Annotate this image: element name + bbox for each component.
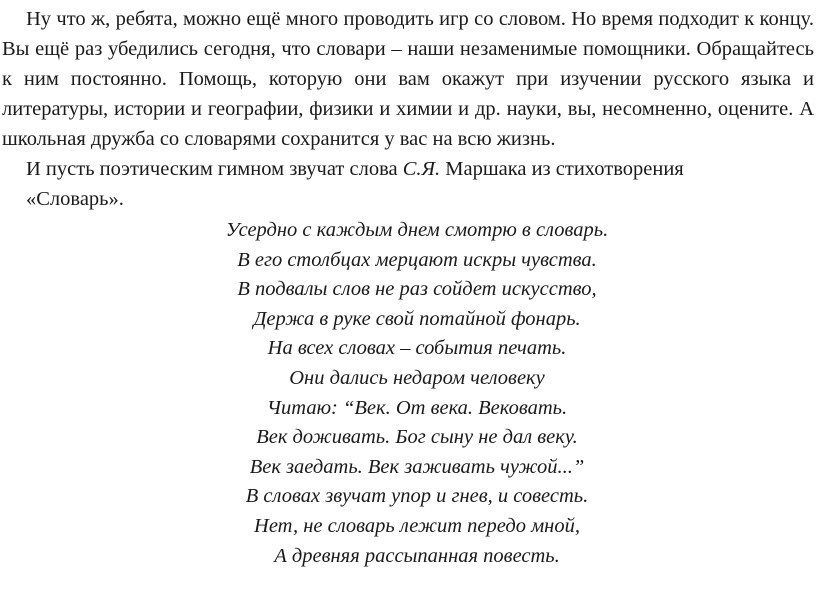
- poem-line: Держа в руке свой потайной фонарь.: [253, 307, 581, 330]
- poem-line: Век заедать. Век заживать чужой...”: [249, 455, 585, 478]
- poem: [2, 216, 814, 571]
- poem-line: В словах звучат упор и гнев, и совесть.: [245, 485, 589, 508]
- quote-intro-text: И пусть поэтическим гимном звучат слова: [26, 158, 403, 180]
- quote-intro-paragraph: [2, 154, 814, 214]
- intro-paragraph: Ну что ж, ребята, можно ещё много проводить игр со словом. Но время подходит к концу. Вы ещё раз убедились сегодня, что словари – наши незаменимые помощники. Обращайтесь к ним постоянно. Помощь, которую они вам окажут при изучении русского языка и литературы, истории и географии, физики и химии и др. науки, вы, несомненно, оцените. А школьная дружба со словарями сохранится у вас на всю жизнь.: [2, 8, 814, 150]
- poem-line: Усердно с каждым днем смотрю в словарь.: [225, 219, 609, 241]
- author-initials: С.Я.: [402, 158, 441, 180]
- poem-line: Нет, не словарь лежит передо мной,: [254, 514, 580, 537]
- quote-intro-text-end: Маршака из стихотворения «Словарь».: [26, 158, 684, 210]
- poem-line: Они дались недаром человеку: [289, 366, 545, 389]
- poem-line: В его столбцах мерцают искры чувства.: [237, 248, 597, 271]
- poem-line: А древняя рассыпанная повесть.: [274, 544, 560, 567]
- poem-line: В подвалы слов не раз сойдет искусство,: [237, 278, 597, 301]
- poem-line: Читаю: “Век. От века. Вековать.: [266, 396, 568, 419]
- poem-line: На всех словах – события печать.: [267, 337, 567, 360]
- poem-line: Век доживать. Бог сыну не дал веку.: [256, 426, 578, 449]
